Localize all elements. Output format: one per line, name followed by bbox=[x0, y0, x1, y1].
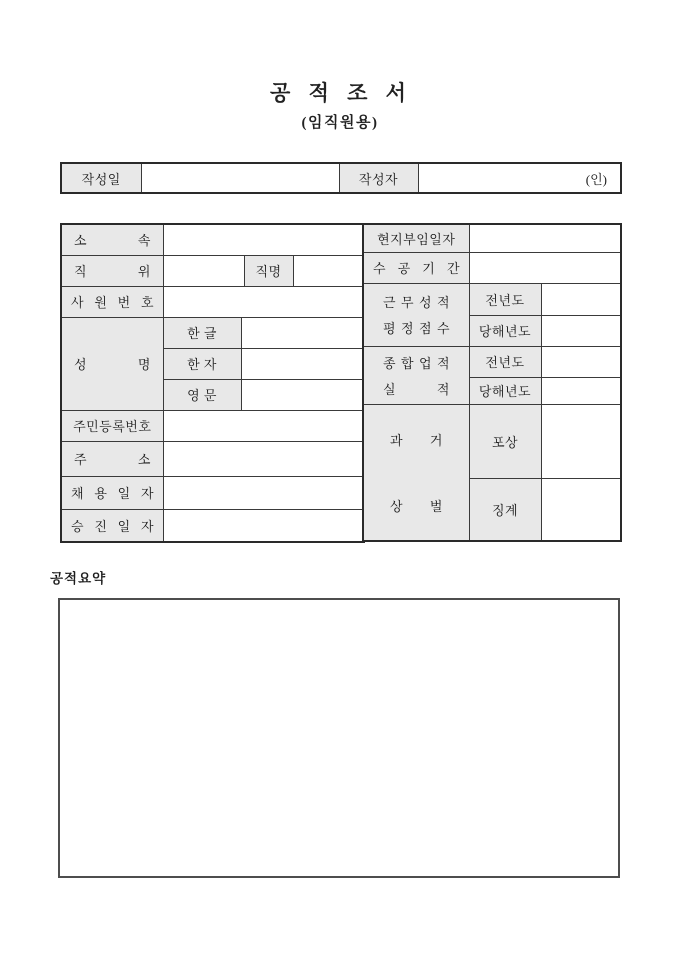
work-rating-prev-year-label: 전년도 bbox=[469, 283, 541, 315]
work-rating-label-line1: 근 무 성 적 bbox=[383, 295, 450, 310]
name-label: 성 명 bbox=[61, 317, 163, 410]
table-row bbox=[363, 224, 621, 252]
discipline-field[interactable] bbox=[541, 478, 621, 541]
name-korean-label: 한 글 bbox=[163, 317, 241, 348]
seal-mark: (인) bbox=[585, 171, 607, 187]
overall-prev-year-label: 전년도 bbox=[469, 346, 541, 377]
resident-no-field[interactable] bbox=[163, 410, 364, 441]
table-row bbox=[61, 441, 364, 476]
overall-curr-year-field[interactable] bbox=[541, 377, 621, 404]
table-row bbox=[61, 255, 364, 286]
performance-info-table bbox=[362, 223, 622, 542]
written-date-field[interactable] bbox=[141, 163, 339, 193]
past-rewards-punishments-label bbox=[363, 404, 469, 541]
work-rating-label bbox=[363, 283, 469, 346]
position-field[interactable] bbox=[163, 255, 244, 286]
job-title-label: 직명 bbox=[244, 255, 293, 286]
past-label-line1: 과 거 bbox=[390, 432, 443, 448]
hire-date-label: 채 용 일 자 bbox=[61, 476, 163, 509]
overall-curr-year-label: 당해년도 bbox=[469, 377, 541, 404]
table-row bbox=[61, 410, 364, 441]
award-field[interactable] bbox=[541, 404, 621, 478]
table-row bbox=[61, 224, 364, 255]
past-label-line2: 상 벌 bbox=[390, 498, 443, 514]
address-field[interactable] bbox=[163, 441, 364, 476]
table-row bbox=[61, 286, 364, 317]
address-label: 주 소 bbox=[61, 441, 163, 476]
writer-label: 작성자 bbox=[339, 163, 418, 193]
work-rating-curr-year-label: 당해년도 bbox=[469, 315, 541, 346]
local-assignment-date-field[interactable] bbox=[469, 224, 621, 252]
merit-summary-label: 공적요약 bbox=[50, 571, 107, 586]
affiliation-label: 소 속 bbox=[61, 224, 163, 255]
work-rating-curr-year-field[interactable] bbox=[541, 315, 621, 346]
written-date-label: 작성일 bbox=[61, 163, 141, 193]
merit-summary-field[interactable] bbox=[58, 598, 620, 878]
hire-date-field[interactable] bbox=[163, 476, 364, 509]
promotion-date-label: 승 진 일 자 bbox=[61, 509, 163, 542]
table-row bbox=[363, 404, 621, 478]
personal-info-table bbox=[60, 223, 365, 543]
overall-performance-label-line2: 실 적 bbox=[383, 381, 450, 397]
writer-field[interactable] bbox=[418, 163, 621, 193]
award-period-label: 수 공 기 간 bbox=[363, 252, 469, 283]
page-title: 공 적 조 서 bbox=[270, 81, 410, 105]
resident-no-label: 주민등록번호 bbox=[61, 410, 163, 441]
award-period-field[interactable] bbox=[469, 252, 621, 283]
author-table bbox=[60, 162, 622, 194]
overall-prev-year-field[interactable] bbox=[541, 346, 621, 377]
table-row bbox=[61, 476, 364, 509]
discipline-label: 징계 bbox=[469, 478, 541, 541]
employee-no-label: 사 원 번 호 bbox=[61, 286, 163, 317]
author-row bbox=[61, 163, 621, 193]
award-label: 포상 bbox=[469, 404, 541, 478]
overall-performance-label-line1: 종 합 업 적 bbox=[383, 355, 450, 371]
affiliation-field[interactable] bbox=[163, 224, 364, 255]
table-row bbox=[363, 346, 621, 377]
work-rating-label-line2: 평 정 점 수 bbox=[383, 321, 450, 336]
name-hanja-label: 한 자 bbox=[163, 348, 241, 379]
table-row bbox=[363, 283, 621, 315]
table-row bbox=[363, 252, 621, 283]
name-english-label: 영 문 bbox=[163, 379, 241, 410]
table-row bbox=[61, 509, 364, 542]
position-label: 직 위 bbox=[61, 255, 163, 286]
job-title-field[interactable] bbox=[293, 255, 364, 286]
name-english-field[interactable] bbox=[241, 379, 364, 410]
work-rating-prev-year-field[interactable] bbox=[541, 283, 621, 315]
local-assignment-date-label: 현지부임일자 bbox=[363, 224, 469, 252]
table-row bbox=[61, 317, 364, 348]
name-korean-field[interactable] bbox=[241, 317, 364, 348]
promotion-date-field[interactable] bbox=[163, 509, 364, 542]
page-subtitle: (임직원용) bbox=[301, 115, 379, 131]
employee-no-field[interactable] bbox=[163, 286, 364, 317]
name-hanja-field[interactable] bbox=[241, 348, 364, 379]
overall-performance-label bbox=[363, 346, 469, 404]
